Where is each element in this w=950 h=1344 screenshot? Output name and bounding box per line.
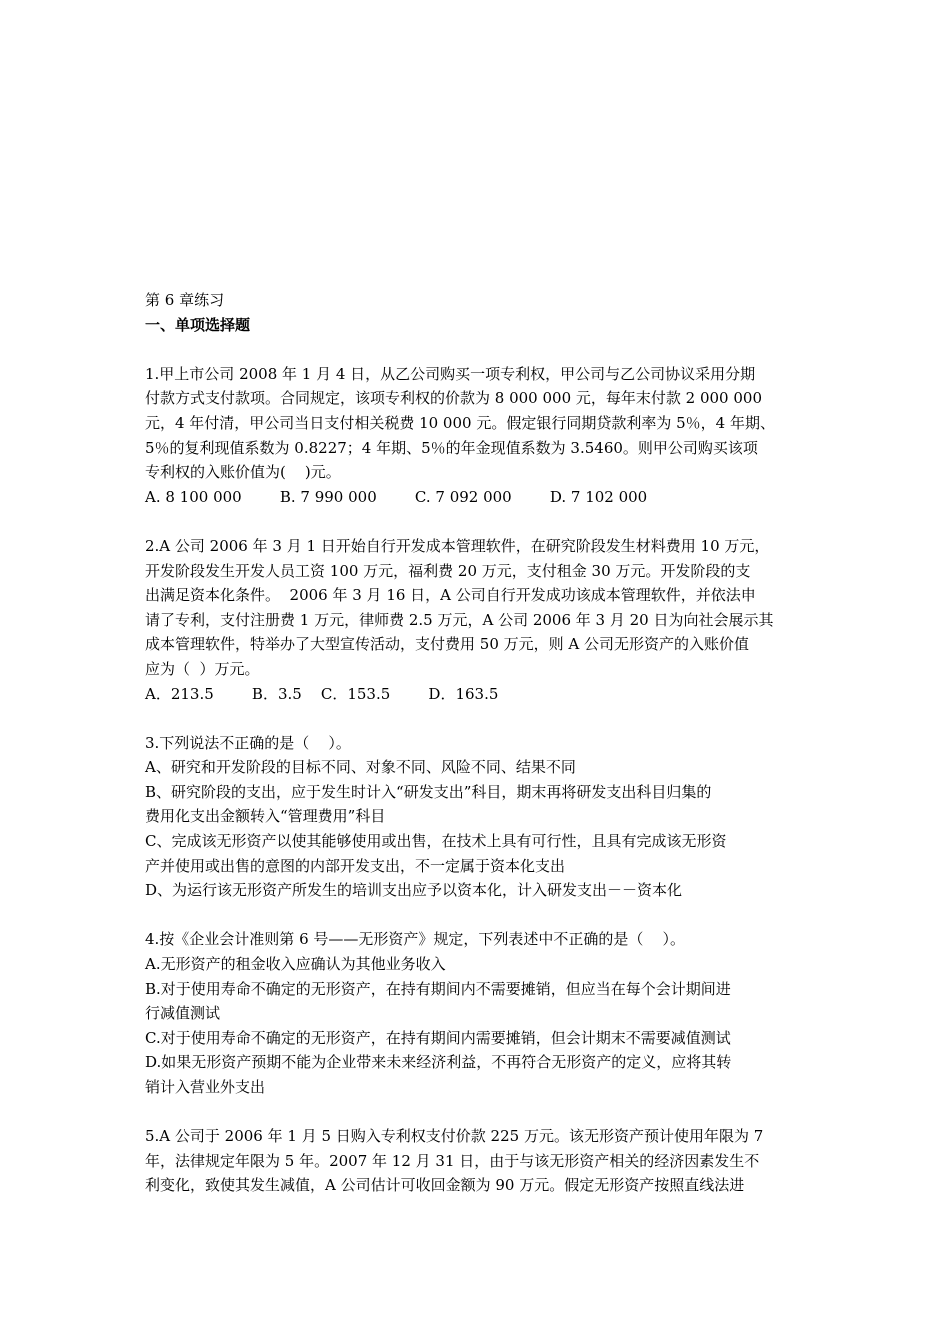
question-text-line: 5％的复利现值系数为 0.8227；4 年期、5％的年金现值系数为 3.5460。则甲公司购买该项 <box>145 438 758 457</box>
question-3 <box>145 731 815 903</box>
spacer <box>145 1100 815 1125</box>
spacer <box>145 903 815 928</box>
option-line: D.如果无形资产预期不能为企业带来未来经济利益，不再符合无形资产的定义，应将其转 <box>145 1053 732 1072</box>
option-line: A、研究和开发阶段的目标不同、对象不同、风险不同、结果不同 <box>145 758 576 777</box>
option-line: A.无形资产的租金收入应确认为其他业务收入 <box>145 955 446 974</box>
question-2 <box>145 534 815 706</box>
option-line: C.对于使用寿命不确定的无形资产，在持有期间内需要摊销，但会计期末不需要减值测试 <box>145 1028 731 1047</box>
question-text-line: 5.A 公司于 2006 年 1 月 5 日购入专利权支付价款 225 万元。该无形资产预计使用年限为 7 <box>145 1127 764 1146</box>
question-4 <box>145 927 815 1099</box>
option-line: 费用化支出金额转入“管理费用”科目 <box>145 807 386 826</box>
question-text-line: 2.A 公司 2006 年 3 月 1 日开始自行开发成本管理软件，在研究阶段发生材料费用 10 万元， <box>145 536 770 555</box>
section-title: 一、单项选择题 <box>145 315 251 334</box>
question-text-line: 成本管理软件，特举办了大型宣传活动，支付费用 50 万元，则 A 公司无形资产的入账价值 <box>145 635 749 654</box>
answer-options: A．213.5 B．3.5 C．153.5 D．163.5 <box>145 684 499 703</box>
chapter-title: 第 6 章练习 <box>145 291 225 309</box>
question-5 <box>145 1124 815 1198</box>
document-body <box>145 288 815 1198</box>
question-text-line: 开发阶段发生开发人员工资 100 万元，福利费 20 万元，支付租金 30 万元。开发阶段的支 <box>145 561 751 580</box>
question-text-line: 1.甲上市公司 2008 年 1 月 4 日，从乙公司购买一项专利权，甲公司与乙公司协议采用分期 <box>145 364 756 383</box>
question-text-line: 应为（ ）万元。 <box>145 659 260 678</box>
spacer <box>145 509 815 534</box>
option-line: 行减值测试 <box>145 1004 221 1023</box>
question-text-line: 付款方式支付款项。合同规定，该项专利权的价款为 8 000 000 元，每年末付款 2 000 000 <box>145 389 762 408</box>
option-line: 销计入营业外支出 <box>145 1078 266 1096</box>
option-line: 产并使用或出售的意图的内部开发支出，不一定属于资本化支出 <box>145 856 566 875</box>
question-text-line: 利变化，致使其发生减值，A 公司估计可收回金额为 90 万元。假定无形资产按照直线法进 <box>145 1176 745 1195</box>
spacer <box>145 706 815 731</box>
question-text-line: 专利权的入账价值为( )元。 <box>145 463 341 482</box>
option-line: B、研究阶段的支出，应于发生时计入“研发支出”科目，期末再将研发支出科目归集的 <box>145 782 712 801</box>
spacer <box>145 337 815 362</box>
question-text-line: 请了专利，支付注册费 1 万元，律师费 2.5 万元，A 公司 2006 年 3 月 20 日为向社会展示其 <box>145 610 774 629</box>
answer-options: A. 8 100 000 B. 7 990 000 C. 7 092 000 D. 7 102 000 <box>145 487 648 506</box>
question-text-line: 3.下列说法不正确的是（ ）。 <box>145 733 351 752</box>
option-line: D、为运行该无形资产所发生的培训支出应予以资本化，计入研发支出－－资本化 <box>145 881 683 900</box>
question-1 <box>145 362 815 510</box>
question-text-line: 年，法律规定年限为 5 年。2007 年 12 月 31 日，由于与该无形资产相关的经济因素发生不 <box>145 1151 760 1170</box>
question-text-line: 元，4 年付清，甲公司当日支付相关税费 10 000 元。假定银行同期贷款利率为 5％，4 年期、 <box>145 413 775 432</box>
question-text-line: 出满足资本化条件。 2006 年 3 月 16 日，A 公司自行开发成功该成本管理软件，并依法申 <box>145 586 756 605</box>
question-text-line: 4.按《企业会计准则第 6 号——无形资产》规定，下列表述中不正确的是（ ）。 <box>145 930 685 949</box>
option-line: C、完成该无形资产以使其能够使用或出售，在技术上具有可行性，且具有完成该无形资 <box>145 832 727 851</box>
option-line: B.对于使用寿命不确定的无形资产，在持有期间内不需要摊销，但应当在每个会计期间进 <box>145 979 731 998</box>
